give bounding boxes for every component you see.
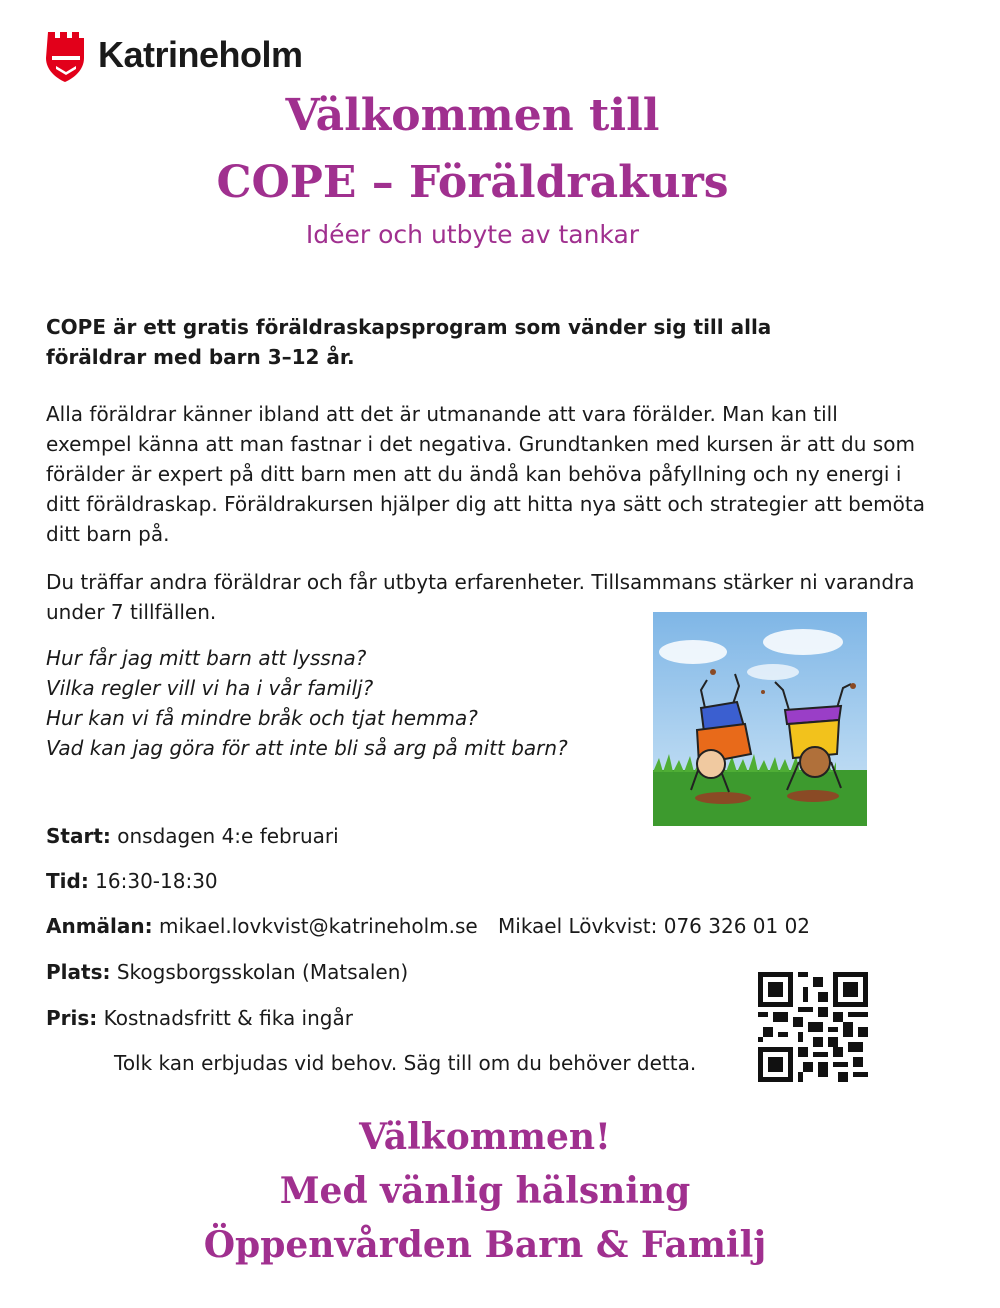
place-row bbox=[46, 958, 408, 986]
qr-code[interactable] bbox=[758, 972, 868, 1082]
closing-regards: Med vänlig hälsning bbox=[279, 1170, 691, 1212]
closing-signature: Öppenvården Barn & Familj bbox=[203, 1224, 767, 1266]
start-row bbox=[46, 822, 339, 850]
closing-welcome: Välkommen! bbox=[359, 1116, 611, 1158]
title-line-2: COPE – Föräldrakurs bbox=[216, 157, 729, 208]
contact-phone: Mikael Lövkvist: 076 326 01 02 bbox=[498, 914, 811, 938]
place-label: Plats: bbox=[46, 960, 111, 984]
start-label: Start: bbox=[46, 824, 111, 848]
start-value: onsdagen 4:e februari bbox=[110, 824, 339, 848]
brand-name: Katrineholm bbox=[98, 34, 303, 75]
time-row bbox=[46, 867, 218, 895]
price-label: Pris: bbox=[46, 1006, 98, 1030]
price-value: Kostnadsfritt & fika ingår bbox=[97, 1006, 353, 1030]
question-item: Hur får jag mitt barn att lyssna? bbox=[46, 646, 367, 670]
children-cartwheel-illustration bbox=[653, 612, 867, 826]
shield-logo-icon bbox=[46, 26, 86, 84]
question-item: Vad kan jag göra för att inte bli så arg på mitt barn? bbox=[46, 736, 568, 760]
signup-label: Anmälan: bbox=[46, 914, 153, 938]
question-item: Vilka regler vill vi ha i vår familj? bbox=[46, 676, 374, 700]
title-line-1: Välkommen till bbox=[285, 90, 660, 141]
question-item: Hur kan vi få mindre bråk och tjat hemma? bbox=[46, 706, 478, 730]
intro-text: COPE är ett gratis föräldraskapsprogram som vänder sig till alla föräldrar med barn 3–12 år. bbox=[46, 315, 772, 369]
subtitle: Idéer och utbyte av tankar bbox=[305, 220, 640, 249]
signup-email[interactable]: mikael.lovkvist@katrineholm.se bbox=[152, 914, 478, 938]
paragraph-1: Alla föräldrar känner ibland att det är utmanande att vara förälder. Man kan till exempel känna att man fastnar i det negativa. Grundtanken med kursen är att du som förälder är expert på ditt barn men att du ändå kan behöva påfyllning och ny energi i ditt föräldraskap. Föräldrakursen hjälper dig att hitta nya sätt och strategier att bemöta ditt barn på. bbox=[46, 402, 925, 546]
place-value: Skogsborgsskolan (Matsalen) bbox=[110, 960, 409, 984]
interpreter-note: Tolk kan erbjudas vid behov. Säg till om du behöver detta. bbox=[114, 1051, 697, 1075]
price-row bbox=[46, 1004, 353, 1032]
time-value: 16:30-18:30 bbox=[88, 869, 218, 893]
question-list bbox=[46, 643, 646, 763]
katrineholm-logo bbox=[46, 26, 326, 86]
time-label: Tid: bbox=[46, 869, 89, 893]
paragraph-2: Du träffar andra föräldrar och får utbyta erfarenheter. Tillsammans stärker ni varandra under 7 tillfällen. bbox=[46, 570, 915, 624]
